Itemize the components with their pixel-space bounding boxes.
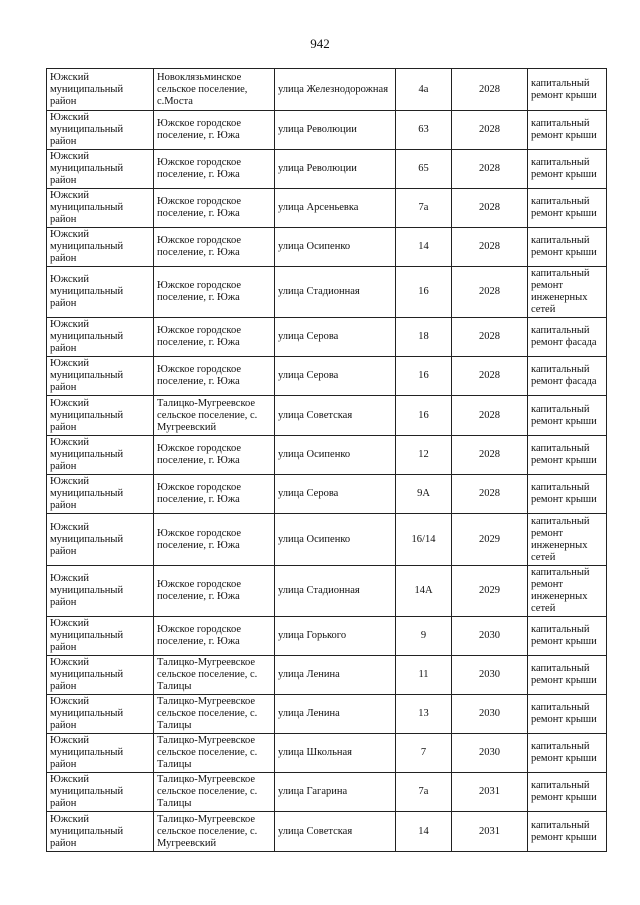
year-cell: 2029 [452, 566, 528, 617]
table-row [47, 267, 607, 318]
house-number-cell: 7 [396, 734, 452, 773]
table-row [47, 318, 607, 357]
house-number-cell: 7а [396, 773, 452, 812]
settlement-cell: Южское городское поселение, г. Южа [154, 228, 275, 267]
year-cell: 2028 [452, 111, 528, 150]
work-type-cell: капитальный ремонт крыши [528, 111, 607, 150]
settlement-cell: Южское городское поселение, г. Южа [154, 566, 275, 617]
work-type-cell: капитальный ремонт крыши [528, 734, 607, 773]
work-type-cell: капитальный ремонт крыши [528, 189, 607, 228]
house-number-cell: 14 [396, 228, 452, 267]
table-row [47, 617, 607, 656]
table-body [47, 69, 607, 852]
street-cell: улица Революции [275, 111, 396, 150]
table-row [47, 475, 607, 514]
year-cell: 2030 [452, 734, 528, 773]
settlement-cell: Южское городское поселение, г. Южа [154, 475, 275, 514]
house-number-cell: 9А [396, 475, 452, 514]
year-cell: 2029 [452, 514, 528, 566]
district-cell: Южский муниципальный район [47, 69, 154, 111]
settlement-cell: Талицко-Мугреевское сельское поселение, с. Талицы [154, 773, 275, 812]
settlement-cell: Южское городское поселение, г. Южа [154, 150, 275, 189]
year-cell: 2028 [452, 69, 528, 111]
year-cell: 2030 [452, 617, 528, 656]
work-type-cell: капитальный ремонт инженерных сетей [528, 267, 607, 318]
work-type-cell: капитальный ремонт фасада [528, 318, 607, 357]
house-number-cell: 16 [396, 357, 452, 396]
settlement-cell: Южское городское поселение, г. Южа [154, 617, 275, 656]
district-cell: Южский муниципальный район [47, 357, 154, 396]
street-cell: улица Серова [275, 475, 396, 514]
settlement-cell: Новоклязьминское сельское поселение, с.Моста [154, 69, 275, 111]
capital-repair-table [46, 68, 607, 852]
table-row [47, 396, 607, 436]
table-row [47, 228, 607, 267]
table-row [47, 695, 607, 734]
table-row [47, 150, 607, 189]
street-cell: улица Арсеньевка [275, 189, 396, 228]
settlement-cell: Южское городское поселение, г. Южа [154, 357, 275, 396]
district-cell: Южский муниципальный район [47, 656, 154, 695]
settlement-cell: Южское городское поселение, г. Южа [154, 436, 275, 475]
district-cell: Южский муниципальный район [47, 617, 154, 656]
table-row [47, 773, 607, 812]
year-cell: 2030 [452, 695, 528, 734]
year-cell: 2031 [452, 773, 528, 812]
settlement-cell: Южское городское поселение, г. Южа [154, 514, 275, 566]
street-cell: улица Школьная [275, 734, 396, 773]
district-cell: Южский муниципальный район [47, 150, 154, 189]
work-type-cell: капитальный ремонт крыши [528, 695, 607, 734]
house-number-cell: 63 [396, 111, 452, 150]
street-cell: улица Осипенко [275, 436, 396, 475]
street-cell: улица Советская [275, 812, 396, 852]
settlement-cell: Южское городское поселение, г. Южа [154, 189, 275, 228]
district-cell: Южский муниципальный район [47, 734, 154, 773]
district-cell: Южский муниципальный район [47, 111, 154, 150]
street-cell: улица Советская [275, 396, 396, 436]
district-cell: Южский муниципальный район [47, 396, 154, 436]
table-row [47, 436, 607, 475]
year-cell: 2028 [452, 318, 528, 357]
year-cell: 2028 [452, 267, 528, 318]
street-cell: улица Гагарина [275, 773, 396, 812]
house-number-cell: 18 [396, 318, 452, 357]
settlement-cell: Талицко-Мугреевское сельское поселение, с. Талицы [154, 734, 275, 773]
street-cell: улица Серова [275, 318, 396, 357]
work-type-cell: капитальный ремонт инженерных сетей [528, 566, 607, 617]
work-type-cell: капитальный ремонт крыши [528, 812, 607, 852]
year-cell: 2028 [452, 396, 528, 436]
year-cell: 2028 [452, 357, 528, 396]
year-cell: 2028 [452, 189, 528, 228]
year-cell: 2028 [452, 436, 528, 475]
street-cell: улица Горького [275, 617, 396, 656]
work-type-cell: капитальный ремонт крыши [528, 436, 607, 475]
house-number-cell: 9 [396, 617, 452, 656]
year-cell: 2028 [452, 475, 528, 514]
street-cell: улица Ленина [275, 656, 396, 695]
table-row [47, 111, 607, 150]
work-type-cell: капитальный ремонт крыши [528, 150, 607, 189]
table-row [47, 69, 607, 111]
settlement-cell: Талицко-Мугреевское сельское поселение, с. Мугреевский [154, 812, 275, 852]
table-row [47, 812, 607, 852]
page-number: 942 [310, 36, 330, 51]
street-cell: улица Ленина [275, 695, 396, 734]
year-cell: 2031 [452, 812, 528, 852]
house-number-cell: 14 [396, 812, 452, 852]
work-type-cell: капитальный ремонт инженерных сетей [528, 514, 607, 566]
house-number-cell: 11 [396, 656, 452, 695]
year-cell: 2028 [452, 228, 528, 267]
house-number-cell: 65 [396, 150, 452, 189]
district-cell: Южский муниципальный район [47, 566, 154, 617]
work-type-cell: капитальный ремонт крыши [528, 617, 607, 656]
year-cell: 2028 [452, 150, 528, 189]
district-cell: Южский муниципальный район [47, 318, 154, 357]
district-cell: Южский муниципальный район [47, 436, 154, 475]
district-cell: Южский муниципальный район [47, 189, 154, 228]
house-number-cell: 16 [396, 267, 452, 318]
house-number-cell: 14А [396, 566, 452, 617]
settlement-cell: Южское городское поселение, г. Южа [154, 111, 275, 150]
year-cell: 2030 [452, 656, 528, 695]
work-type-cell: капитальный ремонт фасада [528, 357, 607, 396]
house-number-cell: 7а [396, 189, 452, 228]
settlement-cell: Талицко-Мугреевское сельское поселение, с. Талицы [154, 656, 275, 695]
house-number-cell: 16/14 [396, 514, 452, 566]
house-number-cell: 12 [396, 436, 452, 475]
table-row [47, 566, 607, 617]
street-cell: улица Стадионная [275, 267, 396, 318]
settlement-cell: Талицко-Мугреевское сельское поселение, с. Мугреевский [154, 396, 275, 436]
district-cell: Южский муниципальный район [47, 695, 154, 734]
street-cell: улица Железнодорожная [275, 69, 396, 111]
table-row [47, 734, 607, 773]
table-row [47, 656, 607, 695]
work-type-cell: капитальный ремонт крыши [528, 656, 607, 695]
street-cell: улица Осипенко [275, 514, 396, 566]
district-cell: Южский муниципальный район [47, 475, 154, 514]
settlement-cell: Талицко-Мугреевское сельское поселение, с. Талицы [154, 695, 275, 734]
house-number-cell: 4а [396, 69, 452, 111]
district-cell: Южский муниципальный район [47, 228, 154, 267]
district-cell: Южский муниципальный район [47, 267, 154, 318]
work-type-cell: капитальный ремонт крыши [528, 475, 607, 514]
district-cell: Южский муниципальный район [47, 812, 154, 852]
work-type-cell: капитальный ремонт крыши [528, 228, 607, 267]
street-cell: улица Осипенко [275, 228, 396, 267]
table-row [47, 189, 607, 228]
house-number-cell: 16 [396, 396, 452, 436]
table-row [47, 357, 607, 396]
street-cell: улица Стадионная [275, 566, 396, 617]
work-type-cell: капитальный ремонт крыши [528, 396, 607, 436]
work-type-cell: капитальный ремонт крыши [528, 773, 607, 812]
district-cell: Южский муниципальный район [47, 773, 154, 812]
table-row [47, 514, 607, 566]
settlement-cell: Южское городское поселение, г. Южа [154, 267, 275, 318]
house-number-cell: 13 [396, 695, 452, 734]
district-cell: Южский муниципальный район [47, 514, 154, 566]
street-cell: улица Революции [275, 150, 396, 189]
settlement-cell: Южское городское поселение, г. Южа [154, 318, 275, 357]
work-type-cell: капитальный ремонт крыши [528, 69, 607, 111]
street-cell: улица Серова [275, 357, 396, 396]
